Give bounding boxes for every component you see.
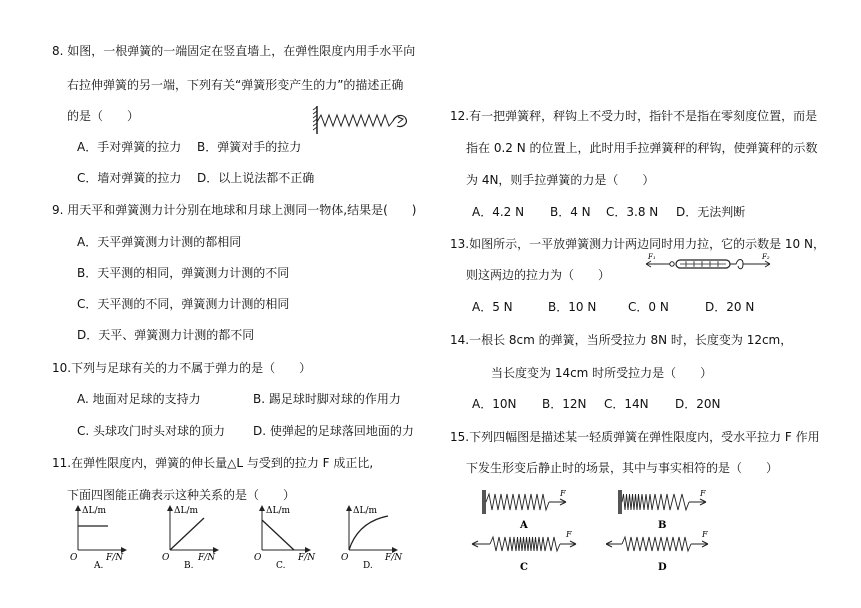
q11-graph-b-line (170, 518, 204, 550)
q11-graphs (66, 502, 416, 574)
q11-graph-d-origin: O (341, 553, 349, 563)
q14-option-d: D．20N (675, 397, 721, 411)
q15-figure-d-label: D (658, 562, 667, 573)
q11-graph-d-xlabel: F/N (385, 553, 403, 563)
q11-graph-b-xlabel: F/N (198, 553, 216, 563)
q11-graph-b-origin: O (162, 553, 170, 563)
q8-line2: 右拉伸弹簧的另一端，下列有关“弹簧形变产生的力”的描述正确 (67, 78, 404, 92)
q14-line1: 14.一根长 8cm 的弹簧，当所受拉力 8N 时，长度变为 12cm， (450, 333, 793, 347)
q11-graph-a-origin: O (70, 553, 78, 563)
q12-option-c: C．3.8 N (606, 205, 659, 219)
q11-graph-d-curve (349, 516, 388, 550)
q11-graph-b-ylabel: ΔL/m (174, 506, 199, 516)
q15-spring-figures (470, 482, 740, 574)
q10-stem: 10.下列与足球有关的力不属于弹力的是（ ） (52, 361, 312, 375)
q11-graph-a-xlabel: F/N (106, 553, 124, 563)
q11-graph-c-origin: O (254, 553, 262, 563)
q14-line2: 当长度变为 14cm 时所受拉力是（ ） (491, 366, 713, 380)
q12-line2: 指在 0.2 N 的位置上，此时用手拉弹簧秤的秤钩，使弹簧秤的示数 (466, 141, 818, 155)
q8-line3: 的是（ ） (67, 109, 140, 123)
q11-graph-c-caption: C. (276, 561, 286, 571)
q10-option-c: C. 头球攻门时头对球的顶力 (77, 424, 226, 438)
q15-figure-c (472, 530, 576, 573)
q8-line1: 8. 如图，一根弹簧的一端固定在竖直墙上，在弹性限度内用手水平向 (52, 44, 416, 58)
q12-option-b: B．4 N (550, 205, 591, 219)
q11-graph-d-ylabel: ΔL/m (353, 506, 378, 516)
q9-option-a: A．天平弹簧测力计测的都相同 (77, 235, 242, 249)
q9-stem: 9. 用天平和弹簧测力计分别在地球和月球上测同一物体,结果是( ) (52, 203, 417, 217)
q15-figure-d-force: F (702, 530, 708, 539)
q11-graph-c-ylabel: ΔL/m (266, 506, 291, 516)
q8-option-c: C．墙对弹簧的拉力 (77, 171, 182, 185)
q11-graph-a-caption: A. (94, 561, 104, 571)
q12-line3: 为 4N，则手拉弹簧的力是（ ） (466, 173, 655, 187)
q15-line1: 15.下列四幅图是描述某一轻质弹簧在弹性限度内，受水平拉力 F 作用 (450, 430, 820, 444)
q13-f2-label: F₂ (762, 253, 770, 261)
q15-figure-b (618, 489, 706, 531)
q15-figure-c-label: C (520, 562, 528, 573)
q12-option-d: D．无法判断 (676, 205, 746, 219)
q15-figure-c-force: F (566, 530, 572, 539)
q15-line2: 下发生形变后静止时的场景，其中与事实相符的是（ ） (466, 461, 779, 475)
q11-graph-c-line (262, 520, 294, 550)
q15-figure-a (482, 489, 566, 531)
q13-option-a: A．5 N (472, 300, 513, 314)
q8-option-a: A．手对弹簧的拉力 (77, 140, 182, 154)
q14-option-a: A．10N (472, 397, 517, 411)
q11-graph-a-ylabel: ΔL/m (82, 506, 107, 516)
q13-f1-label: F₁ (648, 253, 656, 261)
q10-option-b: B. 踢足球时脚对球的作用力 (253, 392, 401, 406)
q11-line2: 下面四图能正确表示这种关系的是（ ） (67, 488, 296, 502)
q10-option-d: D. 使弹起的足球落回地面的力 (253, 424, 414, 438)
q9-option-c: C．天平测的不同，弹簧测力计测的相同 (77, 297, 290, 311)
q13-line2: 则这两边的拉力为（ ） (466, 268, 611, 282)
q14-option-b: B．12N (542, 397, 587, 411)
q11-graph-c-xlabel: F/N (298, 553, 316, 563)
q11-graph-d-caption: D. (363, 561, 373, 571)
q8-spring-wall-figure (312, 104, 412, 136)
q15-figure-b-label: B (658, 520, 667, 531)
q11-line1: 11.在弹性限度内，弹簧的伸长量△L 与受到的拉力 F 成正比, (52, 456, 374, 470)
q8-option-b: B．弹簧对手的拉力 (197, 140, 302, 154)
q10-option-a: A. 地面对足球的支持力 (77, 392, 201, 406)
q11-graph-d (341, 506, 403, 571)
q15-figure-d (606, 530, 708, 573)
q11-graph-b-caption: B. (184, 561, 194, 571)
q12-option-a: A．4.2 N (472, 205, 525, 219)
q13-line1: 13.如图所示，一平放弹簧测力计两边同时用力拉，它的示数是 10 N， (450, 237, 825, 251)
q13-option-d: D．20 N (705, 300, 755, 314)
q11-graph-c (254, 506, 316, 571)
q9-option-b: B．天平测的相同，弹簧测力计测的不同 (77, 266, 290, 280)
q13-spring-scale-figure (644, 252, 774, 274)
q9-option-d: D．天平、弹簧测力计测的都不同 (77, 328, 255, 342)
q15-figure-a-force: F (560, 489, 566, 498)
q11-graph-b (162, 506, 218, 571)
q12-line1: 12.有一把弹簧秤，秤钩上不受力时，指针不是指在零刻度位置，而是 (450, 109, 818, 123)
q13-option-c: C．0 N (628, 300, 669, 314)
q15-figure-a-label: A (520, 520, 528, 531)
q14-option-c: C．14N (604, 397, 649, 411)
q8-option-d: D．以上说法都不正确 (197, 171, 315, 185)
q13-option-b: B．10 N (548, 300, 597, 314)
q11-graph-a (70, 506, 126, 571)
q15-figure-b-force: F (700, 489, 706, 498)
